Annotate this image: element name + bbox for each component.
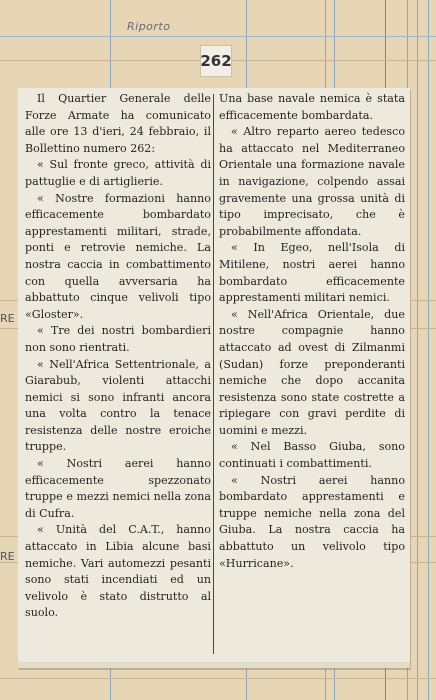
riporto-label: Riporto xyxy=(127,20,171,33)
article-paragraph: « In Egeo, nell'Isola di Mitilene, nostri aerei hanno bombardato efficacemente apprestamenti militari nemici. xyxy=(219,241,405,305)
column-divider xyxy=(213,94,214,654)
article-paragraph: « Sul fronte greco, attività di pattuglie e di artiglierie. xyxy=(25,158,211,188)
article-paragraph: « Nostre formazioni hanno efficacemente bombardato apprestamenti militari, strade, ponti e retrovie nemiche. La nostra caccia in combattimento con quella avversaria ha abbattuto cinque velivoli tipo «Gloster». xyxy=(25,191,211,321)
ledger-rule xyxy=(0,36,436,37)
article-paragraph: « Nel Basso Giuba, sono continuati i combattimenti. xyxy=(219,440,405,471)
newspaper-clipping xyxy=(18,88,410,668)
clipping-edge xyxy=(18,662,410,668)
article-column-left xyxy=(25,91,211,622)
bulletin-number-stamp: 262 xyxy=(200,45,232,77)
article-column-right xyxy=(219,91,405,572)
margin-label: RE xyxy=(0,312,15,325)
article-paragraph: « Nell'Africa Orientale, due nostre compagnie hanno attaccato ad ovest di Zilmanmi (Sudan) forze preponderanti nemiche che dopo accanita resistenza sono state costrette a ripiegare con gravi perdite di uomini e mezzi. xyxy=(219,307,405,437)
article-paragraph: « Unità del C.A.T., hanno attaccato in Libia alcune basi nemiche. Vari automezzi pesanti sono stati incendiati ed un velivolo è stato distrutto al suolo. xyxy=(25,523,211,620)
article-paragraph: Il Quartier Generale delle Forze Armate ha comunicato alle ore 13 d'ieri, 24 febbraio, il Bollettino numero 262: xyxy=(25,92,211,155)
ledger-rule xyxy=(428,0,429,700)
article-paragraph: « Tre dei nostri bombardieri non sono rientrati. xyxy=(25,324,211,354)
margin-label: RE xyxy=(0,550,15,563)
article-paragraph: « Nostri aerei hanno efficacemente spezzonato truppe e mezzi nemici nella zona di Cufra. xyxy=(25,457,211,520)
article-paragraph: Una base navale nemica è stata efficacemente bombardata. xyxy=(219,92,405,122)
article-paragraph: « Altro reparto aereo tedesco ha attaccato nel Mediterraneo Orientale una formazione navale in navigazione, colpendo assai gravemente una grossa unità di tipo imprecisato, che è probabilmente affondata. xyxy=(219,125,405,238)
article-paragraph: « Nell'Africa Settentrionale, a Giarabub, violenti attacchi nemici si sono infranti ancora una volta contro la tenace resistenza delle nostre eroiche truppe. xyxy=(25,357,211,454)
ledger-rule xyxy=(417,0,418,700)
ledger-rule xyxy=(0,678,436,679)
article-paragraph: « Nostri aerei hanno bombardato apprestamenti e truppe nemiche nella zona del Giuba. La nostra caccia ha abbattuto un velivolo tipo «Hurricane». xyxy=(219,473,405,570)
